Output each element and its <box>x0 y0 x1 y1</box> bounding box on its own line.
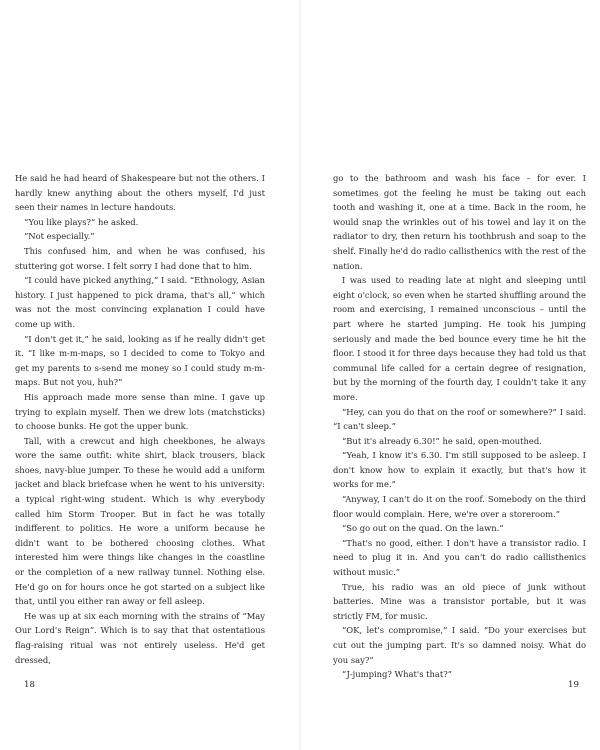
left-page-number: 18 <box>24 680 35 690</box>
right-page-number: 19 <box>568 680 579 690</box>
paragraph: “Anyway, I can't do it on the roof. Somebody on the third floor would complain. Here, we're over a storeroom.” <box>333 494 586 519</box>
paragraph: “Yeah, I know it's 6.30. I'm still supposed to be asleep. I don't know how to explain it exactly, but that's how it works for me.” <box>333 450 586 490</box>
paragraph: Tall, with a crewcut and high cheekbones, he always wore the same outfit: white shirt, black trousers, black shoes, navy-blue jumper. To these he would add a uniform jacket and black briefcase when he went to his university: a typical right-wing student. Which is why everybody called him Storm Trooper. But in fact he was totally indifferent to politics. He wore a uniform because he didn't want to be bothered choosing clothes. What interested him were things like changes in the coastline or the completion of a new railway tunnel. Nothing else. He'd go on for hours once he got started on a subject like that, until you either ran away or fell asleep. <box>15 435 265 607</box>
paragraph: “But it's already 6.30!” he said, open-mouthed. <box>342 435 542 446</box>
paragraph: “I could have picked anything,” I said. “Ethnology, Asian history. I just happened to pick drama, that's all,” which was not the most convincing explanation I could have come up with. <box>15 275 265 329</box>
paragraph: “OK, let's compromise,” I said. “Do your exercises but cut out the jumping part. It's so damned noisy. What do you say?” <box>333 625 586 665</box>
paragraph: “Hey, can you do that on the roof or somewhere?” I said. “I can't sleep.” <box>333 406 586 432</box>
paragraph: “I don't get it,” he said, looking as if he really didn't get it. “I like m-m-maps, so I decided to come to Tokyo and get my parents to s-send me money so I could study m-m-maps. But not you, huh?” <box>15 333 265 388</box>
paragraph: He said he had heard of Shakespeare but not the others. I hardly knew anything about the others myself, I'd just seen their names in lecture handouts. <box>15 173 265 213</box>
paragraph: go to the bathroom and wash his face – for ever. I sometimes got the feeling he must be taking out each tooth and washing it, one at a time. Back in the room, he would snap the wrinkles out of his towel and lay it on the radiator to dry, then return his toothbrush and soap to the shelf. Finally he'd do radio callisthenics with the rest of the nation. <box>333 173 586 271</box>
paragraph: His approach made more sense than mine. I gave up trying to explain myself. Then we drew lots (matchsticks) to choose bunks. He got the upper bunk. <box>15 391 265 432</box>
paragraph: True, his radio was an old piece of junk without batteries. Mine was a transistor portable, but it was strictly FM, for music. <box>333 581 586 621</box>
paragraph: “Not especially.” <box>24 231 95 242</box>
right-page-text <box>333 171 586 682</box>
paragraph: “J-jumping? What's that?” <box>342 669 453 680</box>
paragraph: “That's no good, either. I don't have a transistor radio. I need to plug it in. And you can't do radio callisthenics without music.” <box>333 537 586 578</box>
left-page-text <box>15 171 265 667</box>
book-gutter <box>298 0 302 750</box>
paragraph: He was up at six each morning with the strains of “May Our Lord's Reign”. Which is to say that that ostentatious flag-raising ritual was not entirely useless. He'd get dressed, <box>15 610 265 665</box>
paragraph: This confused him, and when he was confused, his stuttering got worse. I felt sorry I had done that to him. <box>15 245 265 271</box>
paragraph: “You like plays?” he asked. <box>24 216 139 227</box>
paragraph: “So go out on the quad. On the lawn.” <box>342 523 504 534</box>
paragraph: I was used to reading late at night and sleeping until eight o'clock, so even when he started shuffling around the room and exercising, I remained unconscious – until the part where he started jumping. He took his jumping seriously and made the bed bounce every time he hit the floor. I stood it for three days because they had told us that communal life called for a certain degree of resignation, but by the morning of the fourth day, I couldn't take it any more. <box>333 275 586 402</box>
